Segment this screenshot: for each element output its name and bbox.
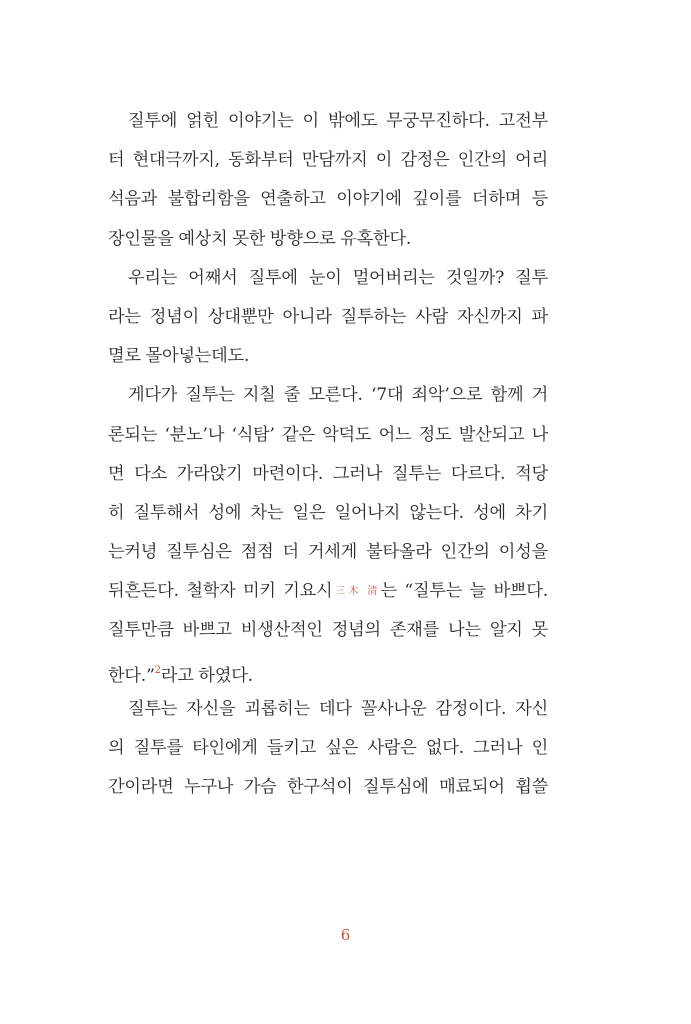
text-line: 론되는 ‘분노’나 ‘식탐’ 같은 악덕도 어느 정도 발산되고 나 bbox=[108, 424, 548, 445]
text-line: 는커녕 질투심은 점점 더 거세게 불타올라 인간의 이성을 bbox=[108, 542, 548, 563]
text-line: 석음과 불합리함을 연출하고 이야기에 깊이를 더하며 등 bbox=[108, 189, 548, 210]
body-text bbox=[108, 102, 548, 807]
text-line: 면 다소 가라앉기 마련이다. 그러나 질투는 다르다. 적당 bbox=[108, 463, 548, 484]
footnote-marker[interactable]: 2 bbox=[154, 664, 161, 676]
text-fragment: 는 “질투는 늘 바쁘다. bbox=[380, 581, 548, 602]
text-fragment: 뒤흔든다. 철학자 미키 기요시 bbox=[108, 581, 333, 602]
page-number: 6 bbox=[340, 926, 351, 944]
text-line: 라는 정념이 상대뿐만 아니라 질투하는 사람 자신까지 파 bbox=[108, 306, 548, 327]
name-annotation: 三木 清 bbox=[332, 586, 381, 598]
text-fragment: 한다.” bbox=[108, 665, 155, 686]
text-line: 히 질투해서 성에 차는 일은 일어나지 않는다. 성에 차기 bbox=[108, 502, 548, 523]
text-line: 멸로 몰아넣는데도. bbox=[108, 346, 250, 367]
text-line-with-footnote bbox=[108, 651, 548, 690]
text-line: 터 현대극까지, 동화부터 만담까지 이 감정은 인간의 어리 bbox=[108, 150, 548, 171]
text-line: 간이라면 누구나 가슴 한구석이 질투심에 매료되어 휩쓸 bbox=[108, 777, 548, 798]
text-line: 장인물을 예상치 못한 방향으로 유혹한다. bbox=[108, 228, 412, 249]
text-line: 게다가 질투는 지칠 줄 모른다. ‘7대 죄악’으로 함께 거 bbox=[128, 385, 548, 406]
text-line: 질투만큼 바쁘고 비생산적인 정념의 존재를 나는 알지 못 bbox=[108, 620, 548, 641]
text-line: 질투에 얽힌 이야기는 이 밖에도 무궁무진하다. 고전부 bbox=[128, 111, 548, 131]
text-line: 우리는 어째서 질투에 눈이 멀어버리는 것일까? 질투 bbox=[128, 267, 548, 288]
text-fragment: 라고 하였다. bbox=[160, 665, 253, 686]
text-line: 의 질투를 타인에게 들키고 싶은 사람은 없다. 그러나 인 bbox=[108, 738, 548, 758]
text-line-with-annotation bbox=[108, 572, 548, 611]
text-line: 질투는 자신을 괴롭히는 데다 꼴사나운 감정이다. 자신 bbox=[128, 698, 548, 719]
